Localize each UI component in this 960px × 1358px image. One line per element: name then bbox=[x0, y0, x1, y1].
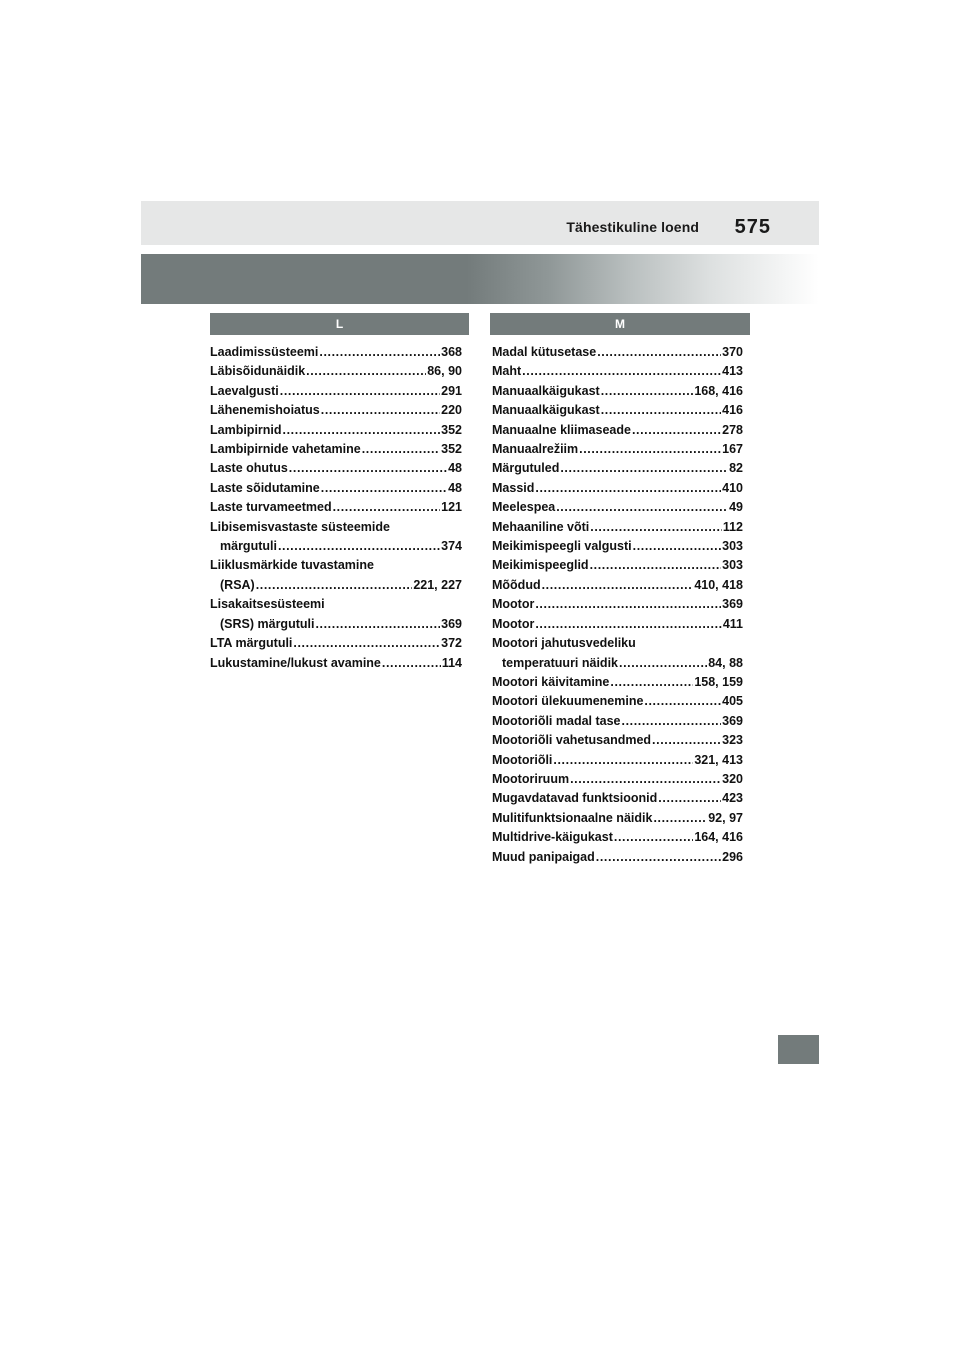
index-term: Lambipirnid bbox=[210, 422, 282, 437]
index-page-ref: 410, 418 bbox=[694, 577, 743, 592]
index-page-ref: 112 bbox=[722, 519, 743, 534]
dot-leader bbox=[306, 362, 426, 381]
index-page-ref: 49 bbox=[729, 500, 743, 515]
dot-leader bbox=[256, 576, 413, 595]
index-entry bbox=[492, 556, 743, 575]
index-entry bbox=[492, 362, 743, 381]
section-header-l: L bbox=[210, 313, 469, 335]
dot-leader bbox=[601, 382, 694, 401]
index-entry bbox=[492, 421, 743, 440]
dot-leader bbox=[633, 537, 722, 556]
index-entry-heading: Mootori jahutusvedeliku bbox=[492, 636, 636, 651]
index-page-ref: 221, 227 bbox=[413, 577, 462, 592]
index-entry bbox=[210, 615, 462, 634]
thumb-index-tab bbox=[778, 1035, 819, 1064]
dot-leader bbox=[560, 459, 728, 478]
index-page-ref: 352 bbox=[441, 422, 462, 437]
section-title: Tähestikuline loend bbox=[566, 219, 699, 235]
index-term: Mootoriõli madal tase bbox=[492, 713, 621, 728]
dot-leader bbox=[579, 440, 721, 459]
index-term: Laste ohutus bbox=[210, 461, 288, 476]
index-entry bbox=[210, 401, 462, 420]
index-entry bbox=[492, 343, 743, 362]
dot-leader bbox=[293, 634, 440, 653]
dot-leader bbox=[590, 518, 722, 537]
index-page-ref: 48 bbox=[448, 480, 462, 495]
index-term: Lukustamine/lukust avamine bbox=[210, 655, 381, 670]
index-column-m bbox=[492, 343, 743, 867]
index-entry bbox=[492, 848, 743, 867]
dot-leader bbox=[333, 498, 441, 517]
index-page-ref: 48 bbox=[448, 461, 462, 476]
index-term: Meikimispeeglid bbox=[492, 558, 589, 573]
index-entry bbox=[492, 654, 743, 673]
dot-leader bbox=[278, 537, 440, 556]
index-entry bbox=[492, 751, 743, 770]
dot-leader bbox=[315, 615, 440, 634]
index-term: Mootor bbox=[492, 616, 535, 631]
index-term: Maht bbox=[492, 364, 522, 379]
index-entry bbox=[492, 401, 743, 420]
index-page-ref: 416 bbox=[722, 403, 743, 418]
index-term: (RSA) bbox=[220, 577, 255, 592]
index-page-ref: 321, 413 bbox=[694, 752, 743, 767]
index-page-ref: 220 bbox=[441, 403, 462, 418]
index-entry bbox=[492, 615, 743, 634]
index-term: märgutuli bbox=[220, 539, 277, 554]
index-entry-heading: Liiklusmärkide tuvastamine bbox=[210, 558, 374, 573]
index-entry bbox=[492, 789, 743, 808]
index-page-ref: 303 bbox=[722, 539, 743, 554]
index-entry bbox=[210, 654, 462, 673]
section-header-m: M bbox=[490, 313, 750, 335]
index-page-ref: 158, 159 bbox=[694, 674, 743, 689]
index-term: Manuaalkäigukast bbox=[492, 383, 600, 398]
index-entry-heading: Libisemisvastaste süsteemide bbox=[210, 519, 390, 534]
dot-leader bbox=[362, 440, 440, 459]
index-term: Mootoriõli bbox=[492, 752, 553, 767]
dot-leader bbox=[590, 556, 722, 575]
dot-leader bbox=[321, 401, 440, 420]
index-term: Mootor bbox=[492, 597, 535, 612]
index-term: Läbisõidunäidik bbox=[210, 364, 306, 379]
index-page-ref: 413 bbox=[722, 364, 743, 379]
dot-leader bbox=[280, 382, 440, 401]
index-page-ref: 372 bbox=[441, 636, 462, 651]
index-page-ref: 278 bbox=[722, 422, 743, 437]
index-entry bbox=[210, 362, 462, 381]
dot-leader bbox=[535, 595, 721, 614]
index-page-ref: 405 bbox=[722, 694, 743, 709]
index-term: Massid bbox=[492, 480, 535, 495]
index-term: Mootoriruum bbox=[492, 771, 570, 786]
index-term: Muud panipaigad bbox=[492, 849, 595, 864]
index-page-ref: 369 bbox=[722, 713, 743, 728]
dot-leader bbox=[319, 343, 440, 362]
index-term: Mootori käivitamine bbox=[492, 674, 610, 689]
index-term: Lähenemishoiatus bbox=[210, 403, 320, 418]
index-entry bbox=[492, 673, 743, 692]
dot-leader bbox=[382, 654, 441, 673]
index-term: Mootoriõli vahetusandmed bbox=[492, 733, 652, 748]
dot-leader bbox=[570, 770, 721, 789]
index-page-ref: 369 bbox=[441, 616, 462, 631]
index-entry bbox=[492, 537, 743, 556]
decorative-band bbox=[141, 254, 819, 304]
index-entry bbox=[210, 634, 462, 653]
dot-leader bbox=[622, 712, 722, 731]
index-page-ref: 411 bbox=[722, 616, 743, 631]
dot-leader bbox=[614, 828, 693, 847]
index-column-l bbox=[210, 343, 462, 673]
index-term: Mootori ülekuumenemine bbox=[492, 694, 644, 709]
index-page-ref: 303 bbox=[722, 558, 743, 573]
index-page-ref: 114 bbox=[441, 655, 462, 670]
index-entry-heading: Lisakaitsesüsteemi bbox=[210, 597, 325, 612]
index-page-ref: 92, 97 bbox=[708, 810, 743, 825]
dot-leader bbox=[535, 479, 721, 498]
dot-leader bbox=[619, 654, 707, 673]
index-term: LTA märgutuli bbox=[210, 636, 293, 651]
index-entry bbox=[492, 576, 743, 595]
dot-leader bbox=[652, 731, 721, 750]
dot-leader bbox=[644, 692, 721, 711]
index-page-ref: 352 bbox=[441, 442, 462, 457]
index-term: Mulitifunktsionaalne näidik bbox=[492, 810, 653, 825]
index-entry bbox=[492, 479, 743, 498]
index-term: Laevalgusti bbox=[210, 383, 279, 398]
index-page-ref: 368 bbox=[441, 345, 462, 359]
index-term: Lambipirnide vahetamine bbox=[210, 442, 361, 457]
dot-leader bbox=[321, 479, 447, 498]
index-entry bbox=[210, 576, 462, 595]
index-entry bbox=[492, 809, 743, 828]
index-entry bbox=[492, 828, 743, 847]
index-page-ref: 168, 416 bbox=[694, 383, 743, 398]
index-term: (SRS) märgutuli bbox=[220, 616, 315, 631]
index-term: Laste turvameetmed bbox=[210, 500, 332, 515]
dot-leader bbox=[597, 343, 721, 362]
index-term: Mehaaniline võti bbox=[492, 519, 590, 534]
dot-leader bbox=[658, 789, 721, 808]
index-entry bbox=[492, 498, 743, 517]
index-page-ref: 291 bbox=[441, 383, 462, 398]
dot-leader bbox=[556, 498, 728, 517]
index-page-ref: 167 bbox=[722, 442, 743, 457]
index-entry bbox=[492, 459, 743, 478]
index-term: temperatuuri näidik bbox=[502, 655, 618, 670]
index-entry bbox=[210, 537, 462, 556]
index-entry bbox=[210, 498, 462, 517]
index-entry bbox=[492, 770, 743, 789]
index-page-ref: 369 bbox=[722, 597, 743, 612]
index-page-ref: 121 bbox=[441, 500, 462, 515]
page-number: 575 bbox=[734, 216, 771, 238]
index-entry bbox=[210, 459, 462, 478]
dot-leader bbox=[601, 401, 721, 420]
index-entry bbox=[210, 479, 462, 498]
dot-leader bbox=[283, 421, 441, 440]
index-term: Madal kütusetase bbox=[492, 345, 597, 359]
index-entry bbox=[492, 692, 743, 711]
index-page-ref: 84, 88 bbox=[708, 655, 743, 670]
index-term: Meelespea bbox=[492, 500, 556, 515]
dot-leader bbox=[553, 751, 693, 770]
index-term: Laadimissüsteemi bbox=[210, 345, 319, 359]
index-page-ref: 86, 90 bbox=[427, 364, 462, 379]
index-entry bbox=[492, 712, 743, 731]
dot-leader bbox=[596, 848, 721, 867]
index-page-ref: 370 bbox=[722, 345, 743, 359]
index-page-ref: 374 bbox=[441, 539, 462, 554]
index-term: Multidrive-käigukast bbox=[492, 830, 613, 845]
index-term: Mõõdud bbox=[492, 577, 541, 592]
index-term: Märgutuled bbox=[492, 461, 560, 476]
page-header bbox=[141, 201, 819, 245]
index-entry bbox=[210, 440, 462, 459]
index-term: Manuaalrežiim bbox=[492, 442, 579, 457]
index-entry bbox=[492, 595, 743, 614]
dot-leader bbox=[610, 673, 693, 692]
index-entry bbox=[210, 382, 462, 401]
index-page-ref: 410 bbox=[722, 480, 743, 495]
index-page-ref: 82 bbox=[729, 461, 743, 476]
dot-leader bbox=[542, 576, 694, 595]
index-page-ref: 320 bbox=[722, 771, 743, 786]
index-entry bbox=[210, 421, 462, 440]
index-term: Manuaalne kliimaseade bbox=[492, 422, 631, 437]
index-term: Meikimispeegli valgusti bbox=[492, 539, 632, 554]
index-page-ref: 164, 416 bbox=[694, 830, 743, 845]
index-entry bbox=[492, 382, 743, 401]
dot-leader bbox=[289, 459, 447, 478]
dot-leader bbox=[632, 421, 721, 440]
index-page-ref: 423 bbox=[722, 791, 743, 806]
dot-leader bbox=[535, 615, 721, 634]
index-entry bbox=[492, 731, 743, 750]
index-term: Mugavdatavad funktsioonid bbox=[492, 791, 658, 806]
index-entry bbox=[492, 518, 743, 537]
index-entry bbox=[210, 343, 462, 362]
dot-leader bbox=[653, 809, 707, 828]
index-term: Laste sõidutamine bbox=[210, 480, 320, 495]
dot-leader bbox=[522, 362, 721, 381]
index-page-ref: 296 bbox=[722, 849, 743, 864]
index-term: Manuaalkäigukast bbox=[492, 403, 600, 418]
index-entry bbox=[492, 440, 743, 459]
index-page-ref: 323 bbox=[722, 733, 743, 748]
